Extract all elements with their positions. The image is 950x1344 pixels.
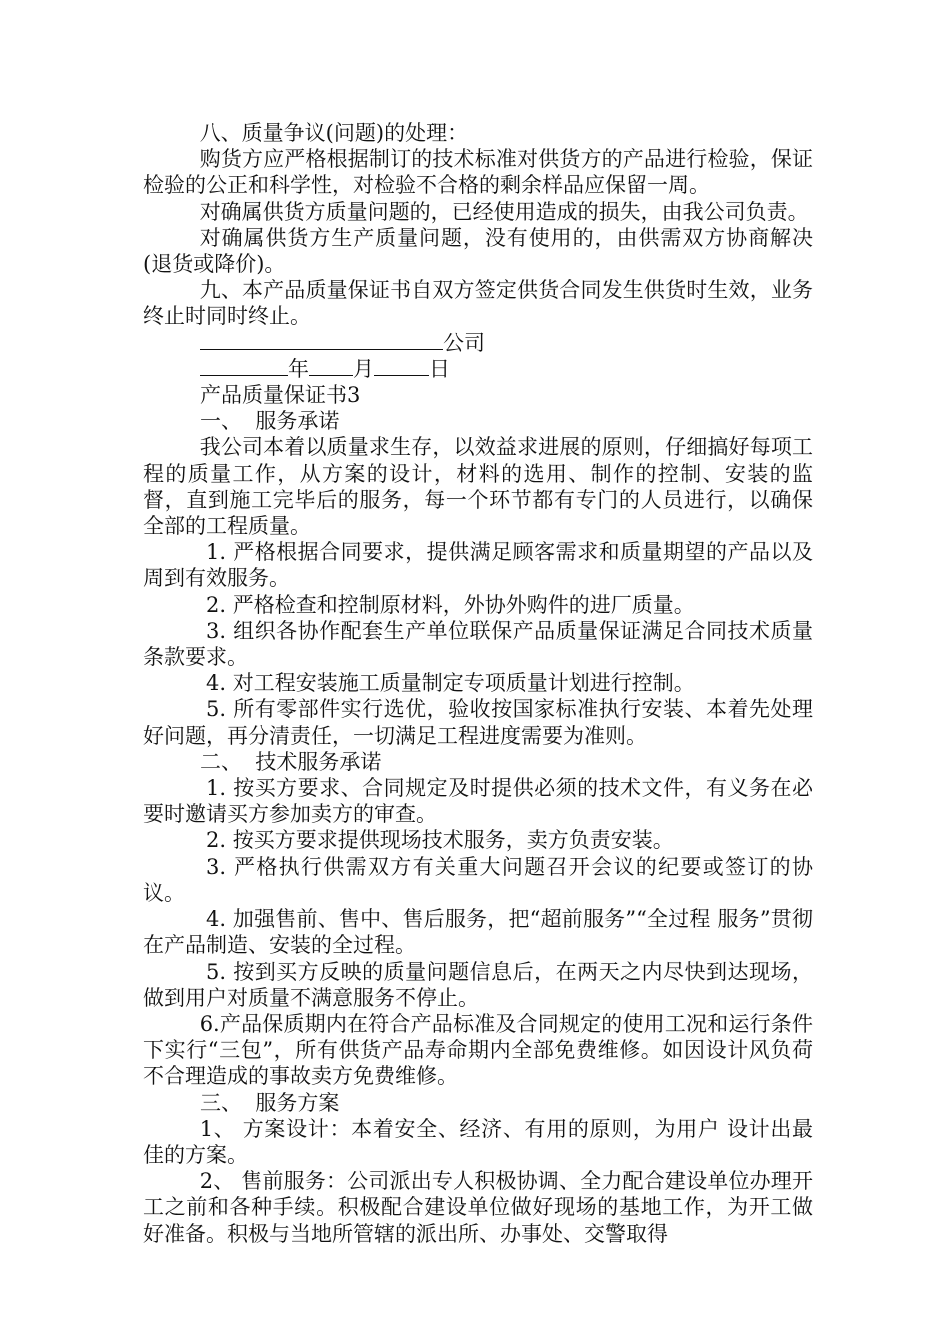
document-page (143, 120, 813, 1247)
section-heading: 三、 服务方案 (200, 1090, 340, 1115)
list-item: 1、 方案设计：本着安全、经济、有用的原则，为用户 设计出最佳的方案。 (143, 1116, 813, 1167)
section-title: 产品质量保证书3 (200, 383, 361, 408)
blank-underline (374, 356, 429, 376)
list-item: 1. 严格根据合同要求，提供满足顾客需求和质量期望的产品以及周到有效服务。 (143, 540, 813, 591)
date-day: 日 (429, 356, 450, 381)
company-suffix: 公司 (443, 330, 485, 355)
list-item: 2. 按买方要求提供现场技术服务，卖方负责安装。 (206, 828, 674, 853)
list-item: 3. 严格执行供需双方有关重大问题召开会议的纪要或签订的协议。 (143, 854, 813, 905)
date-year: 年 (288, 356, 309, 381)
paragraph: 我公司本着以质量求生存，以效益求进展的原则，仔细搞好每项工程的质量工作，从方案的设计，材料的选用、制作的控制、安装的监督，直到施工完毕后的服务，每一个环节都有专门的人员进行，以确保全部的工程质量。 (143, 435, 813, 539)
paragraph: 购货方应严格根据制订的技术标准对供货方的产品进行检验，保证检验的公正和科学性，对检验不合格的剩余样品应保留一周。 (143, 147, 813, 198)
list-item: 1. 按买方要求、合同规定及时提供必须的技术文件，有义务在必要时邀请买方参加卖方的审查。 (143, 776, 813, 827)
list-item: 4. 对工程安装施工质量制定专项质量计划进行控制。 (206, 671, 695, 696)
list-item: 6.产品保质期内在符合产品标准及合同规定的使用工况和运行条件下实行“三包”，所有供货产品寿命期内全部免费维修。如因设计风负荷不合理造成的事故卖方免费维修。 (143, 1011, 813, 1089)
list-item: 2、 售前服务：公司派出专人积极协调、全力配合建设单位办理开工之前和各种手续。积极配合建设单位做好现场的基地工作，为开工做好准备。积极与当地所管辖的派出所、办事处、交警取得 (143, 1169, 813, 1246)
paragraph: 八、质量争议(问题)的处理： (199, 121, 469, 145)
list-item: 2. 严格检查和控制原材料，外协外购件的进厂质量。 (206, 592, 695, 617)
list-item: 5. 所有零部件实行选优，验收按国家标准执行安装、本着先处理好问题，再分清责任，一切满足工程进度需要为准则。 (143, 697, 813, 748)
blank-underline (200, 356, 288, 376)
date-month: 月 (353, 356, 374, 381)
signature-company-line (143, 330, 813, 356)
list-item: 5. 按到买方反映的质量问题信息后，在两天之内尽快到达现场，做到用户对质量不满意服务不停止。 (143, 959, 813, 1010)
blank-underline (309, 356, 353, 376)
section-heading: 二、 技术服务承诺 (200, 749, 382, 774)
blank-underline (200, 330, 443, 350)
list-item: 4. 加强售前、售中、售后服务，把“超前服务”“全过程 服务”贯彻在产品制造、安装的全过程。 (143, 907, 813, 958)
paragraph: 九、本产品质量保证书自双方签定供货合同发生供货时生效，业务终止时同时终止。 (143, 278, 813, 329)
section-heading: 一、 服务承诺 (200, 409, 340, 434)
signature-date-line (143, 356, 813, 382)
list-item: 3. 组织各协作配套生产单位联保产品质量保证满足合同技术质量条款要求。 (143, 618, 813, 670)
paragraph: 对确属供货方生产质量问题，没有使用的，由供需双方协商解决(退货或降价)。 (143, 225, 813, 277)
paragraph: 对确属供货方质量问题的，已经使用造成的损失，由我公司负责。 (199, 199, 809, 224)
